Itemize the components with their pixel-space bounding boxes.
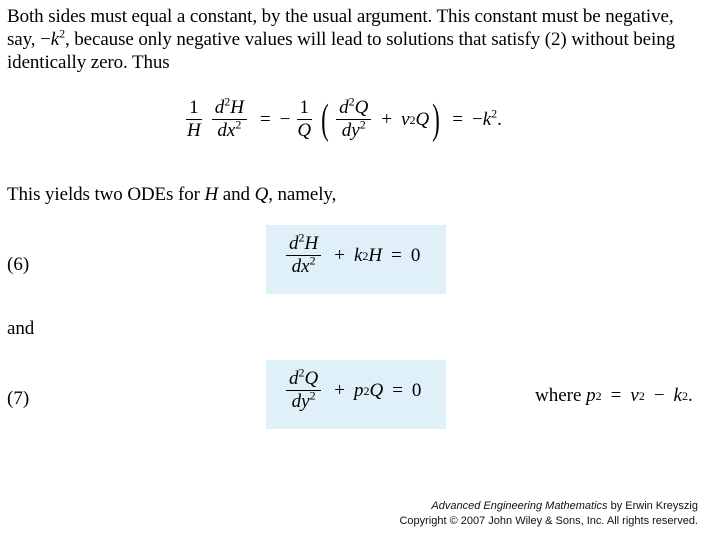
- intro-line-2: say, $-k^2$, because only negative values will lead to solutions that satisfy (2) without being: [7, 26, 675, 50]
- equation-7: $\frac{d^2Q}{dy^2}$ + p 2 Q = 0: [282, 369, 421, 412]
- copyright-line: Copyright © 2007 John Wiley & Sons, Inc. All rights reserved.: [399, 515, 698, 527]
- and-text: and: [7, 318, 35, 339]
- book-title: Advanced Engineering Mathematics: [431, 500, 608, 512]
- ode-intro-paragraph: This yields two ODEs for H and Q, namely,: [7, 184, 337, 205]
- p-definition: where p 2 = ν 2 − k 2 .: [535, 385, 693, 406]
- equation-6: $\frac{d^2H}{dx^2}$ + k 2 H = 0: [282, 234, 420, 277]
- intro-line-3: identically zero. Thus: [7, 52, 170, 73]
- copyright-footer: [399, 499, 698, 529]
- intro-line-1: Both sides must equal a constant, by the usual argument. This constant must be negative,: [7, 6, 674, 27]
- intro-paragraph: [7, 5, 712, 74]
- equation-6-label: (6): [7, 254, 30, 275]
- book-author: by Erwin Kreyszig: [607, 500, 698, 512]
- separation-equation: $\frac{1}{H}$ $\frac{d^2H}{dx^2}$ = − $\frac{1}{Q}$ ( $\frac{d^2Q}{dy^2}$ + ν 2 Q ) = $-k^2$.: [187, 94, 502, 143]
- equation-7-label: (7): [7, 388, 30, 409]
